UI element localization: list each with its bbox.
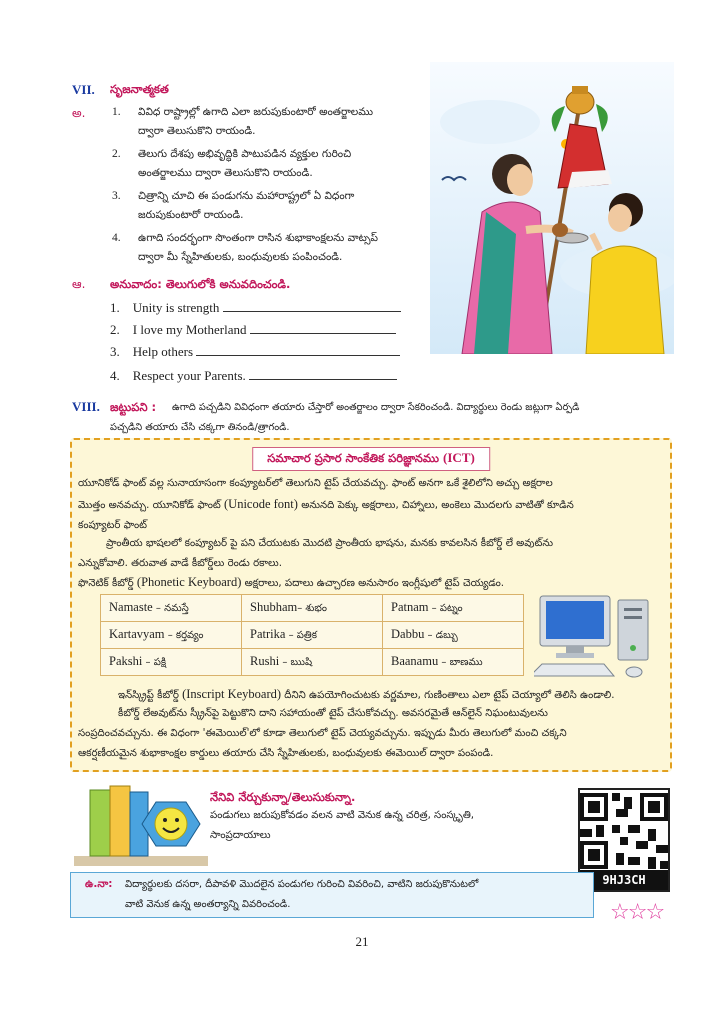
ict-paragraph-5: కీబోర్డ్ లేఅవుట్‌ను స్క్రీన్‌పై పెట్టుకొని దాని సహాయంతో టైప్ చేసుకోవచ్చు. అవసరమైతే ఆన్‌లైన్ నిఘంటువులను సంప్రదించవచ్చును. ఈ విధంగా 'ఈమెయిల్'లో కూడా తెలుగులో టైప్ చెయ్యవచ్చును. ఇప్పుడు మీరు తెలుగులో మంచి చక్కని ఆకర్షణీయమైన శుభాకాంక్షల కార్డులు తయారు చేసి స్నేహితులకు, బంధువులకు ఈమెయిల్ ద్వారా పంపండి. <box>78 708 567 759</box>
teamwork-line-2: పచ్చడిని తయారు చేసి చక్కగా తినండి/త్రాగండి. <box>110 422 290 433</box>
table-row <box>101 595 524 622</box>
learned-title: నేనివి నేర్చుకున్నా/తెలుసుకున్నా. <box>210 790 356 804</box>
translation-title: అనువాదం: తెలుగులోకి అనువదించండి. <box>110 277 291 291</box>
list-item-number: 1. <box>112 106 121 118</box>
table-cell: Baanamu – బాణము <box>383 649 524 676</box>
teamwork-line-1: ఉగాది పచ్చడిని వివిధంగా తయారు చేస్తారో అంతర్జాలం ద్వారా సేకరించండి. విద్యార్థులు రెండు జట్లుగా ఏర్పడి <box>172 402 580 413</box>
section-8-title: జట్టుపని : <box>110 400 157 414</box>
list-item-number: 4. <box>112 232 121 244</box>
teacher-note-box <box>70 872 594 918</box>
section-7-number: VII. <box>72 82 95 97</box>
list-item-number: 2. <box>112 148 121 160</box>
ict-paragraph-2: ప్రాంతీయ భాషలలో కంప్యూటర్ పై పని చేయుటకు మొదటి ప్రాంతీయ భాషను, మనకు కావలసిన కీబోర్డ్ లే అవుట్‌ను ఎన్నుకోవాలి. తరువాత వాడే కీబోర్డ్‌లు రెండు రకాలు. <box>78 538 554 569</box>
star-icon: ☆ <box>627 900 646 925</box>
ict-paragraph-1: యూనికోడ్ ఫాంట్ వల్ల సునాయాసంగా కంప్యూటర్‌లో తెలుగుని టైప్ చేయవచ్చు. ఫాంట్ అనగా ఒకే శైలిలోని అచ్చు అక్షరాల మొత్తం అనవచ్చు. యూనికోడ్ ఫాంట్ (Unicode font) అనునది పెక్కు అక్షరాలు, చిహ్నాలు, అంకెలు మొదలగు వాటితో కూడిన కంప్యూటర్ ఫాంట్ <box>78 478 574 531</box>
part-a-letter: అ. <box>72 106 86 120</box>
translation-item: 4. Respect your Parents. <box>110 368 397 384</box>
computer-icon <box>534 590 662 682</box>
answer-blank[interactable] <box>223 300 401 312</box>
star-icon: ☆ <box>645 900 664 925</box>
ict-title: సమాచార ప్రసార సాంకేతిక పరిజ్ఞానము (ICT) <box>252 447 490 471</box>
gudi-padwa-illustration <box>430 62 674 354</box>
difficulty-stars <box>610 900 663 925</box>
table-cell: Namaste – నమస్తే <box>101 595 242 622</box>
translation-item: 3. Help others <box>110 344 400 360</box>
table-cell: Kartavyam – కర్తవ్యం <box>101 622 242 649</box>
qr-pattern-icon <box>580 793 668 869</box>
page-number: 21 <box>355 934 369 949</box>
part-b-letter: ఆ. <box>72 277 86 291</box>
learned-text: పండుగలు జరుపుకోవడం వలన వాటి వెనుక ఉన్న చరిత్ర, సంస్కృతి, సాంప్రదాయాలు <box>210 810 475 841</box>
ict-paragraph-4: ఇన్‌స్క్రిప్ట్ కీబోర్డ్ (Inscript Keyboard) దీనిని ఉపయోగించుటకు వర్ణమాల, గుణింతాలు ఎలా టైప్ చెయ్యాలో తెలిసి ఉండాలి. <box>118 687 615 701</box>
table-row <box>101 622 524 649</box>
table-cell: Dabbu – డబ్బు <box>383 622 524 649</box>
answer-blank[interactable] <box>250 322 396 334</box>
list-item: వివిధ రాష్ట్రాల్లో ఉగాది ఎలా జరుపుకుంటారో అంతర్జాలము ద్వారా తెలుసుకొని రాయండి. <box>138 106 373 137</box>
table-cell: Pakshi – పక్షి <box>101 649 242 676</box>
phonetic-word-table <box>100 594 524 676</box>
table-cell: Patrika – పత్రిక <box>242 622 383 649</box>
table-cell: Rushi – ఋషి <box>242 649 383 676</box>
list-item: చిత్రాన్ని చూచి ఈ పండుగను మహారాష్ట్రలో ఏ విధంగా జరుపుకుంటారో రాయండి. <box>138 190 355 221</box>
list-item: ఉగాది సందర్భంగా సొంతంగా రాసిన శుభాకాంక్షలను వాట్సప్ ద్వారా మీ స్నేహితులకు, బంధువులకు పంపించండి. <box>138 232 378 263</box>
list-item-number: 3. <box>112 190 121 202</box>
table-cell: Shubham– శుభం <box>242 595 383 622</box>
note-text: విద్యార్థులకు దసరా, దీపావళి మొదలైన పండుగల గురించి వివరించి, వాటిని జరుపుకొనుటలో వాటి వెనుక ఉన్న అంతర్యాన్ని వివరించండి. <box>125 879 479 910</box>
star-icon: ☆ <box>610 900 628 925</box>
ict-paragraph-3: ఫొనెటిక్ కీబోర్డ్ (Phonetic Keyboard) అక్షరాలు, పదాలు ఉచ్చారణ అనుసారం ఇంగ్లీషులో టైప్ చెయ్యడం. <box>78 575 505 589</box>
table-cell: Patnam – పట్నం <box>383 595 524 622</box>
section-7-title: సృజనాత్మకత <box>110 82 169 96</box>
answer-blank[interactable] <box>196 344 400 356</box>
note-label: ఉ.నా: <box>85 878 113 890</box>
translation-item: 1. Unity is strength <box>110 300 401 316</box>
table-row <box>101 649 524 676</box>
qr-code-label: 9HJ3CH <box>580 870 668 890</box>
translation-item: 2. I love my Motherland <box>110 322 396 338</box>
answer-blank[interactable] <box>249 368 397 380</box>
books-smiley-icon <box>74 782 208 866</box>
ict-info-box <box>70 438 672 772</box>
list-item: తెలుగు దేశపు అభివృద్ధికి పాటుపడిన వ్యక్తుల గురించి అంతర్జాలము ద్వారా తెలుసుకొని రాయండి. <box>138 148 352 179</box>
section-8-number: VIII. <box>72 399 100 414</box>
